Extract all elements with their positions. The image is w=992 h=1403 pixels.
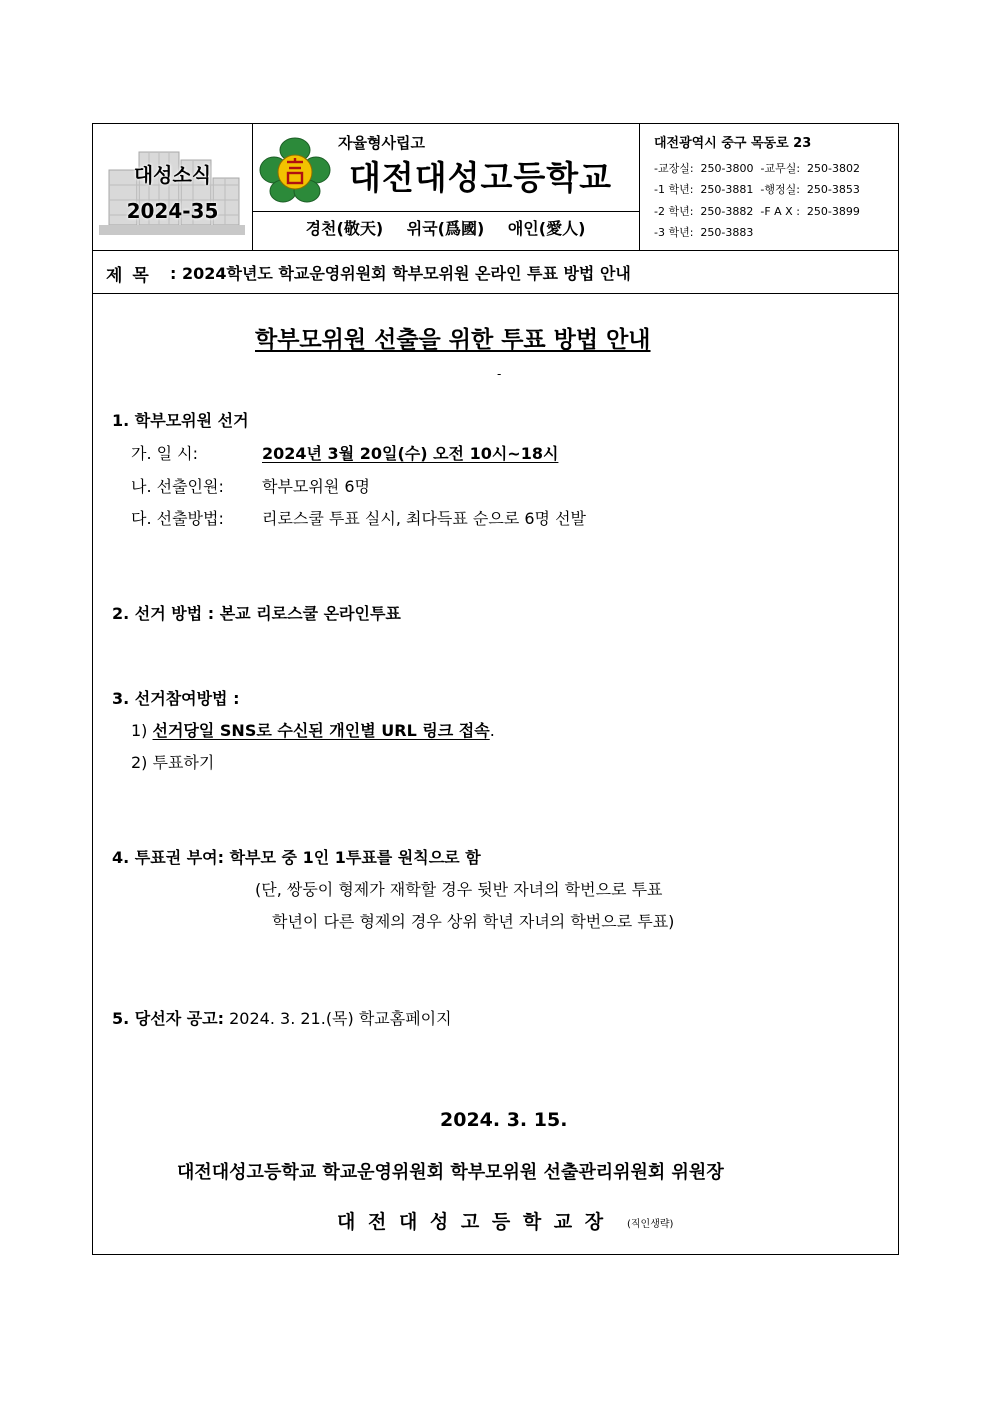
section-5-value: 2024. 3. 21.(목) 학교홈페이지 [229, 1009, 452, 1028]
subject-row [93, 251, 898, 294]
newsletter-label: 대성소식 [133, 163, 212, 187]
section-4-note-1: (단, 쌍둥이 형제가 재학할 경우 뒷반 자녀의 학번으로 투표 [255, 880, 663, 899]
school-motto [252, 216, 639, 239]
seal-note: (직인생략) [627, 1219, 674, 1230]
section-4-heading: 4. 투표권 부여: 학부모 중 1인 1투표를 원칙으로 함 [112, 848, 481, 867]
phone-line: -1 학년: 250-3881 -행정실: 250-3853 [654, 183, 860, 196]
item-number: 1) [131, 721, 148, 740]
section-5-label: 5. 당선자 공고: [112, 1009, 225, 1028]
phone-line: -2 학년: 250-3882 -F A X : 250-3899 [654, 205, 860, 218]
section-5 [112, 1006, 452, 1029]
phone-line: -교장실: 250-3800 -교무실: 250-3802 [654, 162, 861, 175]
committee-name: 대전대성고등학교 학교운영위원회 학부모위원 선출관리위원회 위원장 [177, 1162, 724, 1183]
item-period: . [489, 721, 495, 740]
section-4-note-2: 학년이 다른 형제의 경우 상위 학년 자녀의 학번으로 투표) [272, 912, 675, 931]
section-3-item-1 [131, 718, 495, 741]
section-1-count-label: 나. 선출인원: [131, 477, 224, 496]
subject-text: : 2024학년도 학교운영위원회 학부모위원 온라인 투표 방법 안내 [170, 264, 631, 283]
item-text: 선거당일 SNS로 수신된 개인별 URL 링크 접속 [152, 721, 490, 740]
phone-line: -3 학년: 250-3883 [654, 226, 754, 239]
subject-label: 제 목 [106, 266, 149, 286]
motto-item: 경천(敬天) [305, 219, 384, 238]
section-3-item-2: 2) 투표하기 [131, 753, 215, 772]
letterhead [93, 124, 898, 251]
dash-mark: - [497, 367, 502, 381]
section-1-date-value: 2024년 3월 20일(수) 오전 10시~18시 [262, 444, 559, 463]
issue-number: 2024-35 [126, 199, 219, 223]
section-1-date-label: 가. 일 시: [131, 444, 199, 463]
motto-item: 애인(愛人) [507, 219, 586, 238]
newsletter-cell [93, 124, 252, 250]
school-address: 대전광역시 중구 목동로 23 [654, 136, 812, 151]
school-type: 자율형사립고 [338, 134, 425, 152]
section-1-method-value: 리로스쿨 투표 실시, 최다득표 순으로 6명 선발 [262, 509, 586, 528]
divider [252, 211, 639, 212]
section-2-heading: 2. 선거 방법 : 본교 리로스쿨 온라인투표 [112, 604, 401, 623]
motto-item: 위국(爲國) [406, 219, 485, 238]
school-emblem-icon [259, 136, 331, 204]
section-3-heading: 3. 선거참여방법 : [112, 689, 240, 708]
section-1-heading: 1. 학부모위원 선거 [112, 411, 249, 430]
divider [639, 124, 640, 250]
section-1-count-value: 학부모위원 6명 [262, 477, 371, 496]
section-1-method-label: 다. 선출방법: [131, 509, 224, 528]
issue-date: 2024. 3. 15. [440, 1109, 568, 1131]
principal-name: 대 전 대 성 고 등 학 교 장 [337, 1211, 604, 1233]
school-name: 대전대성고등학교 [349, 158, 613, 197]
document-title: 학부모위원 선출을 위한 투표 방법 안내 [255, 327, 651, 353]
